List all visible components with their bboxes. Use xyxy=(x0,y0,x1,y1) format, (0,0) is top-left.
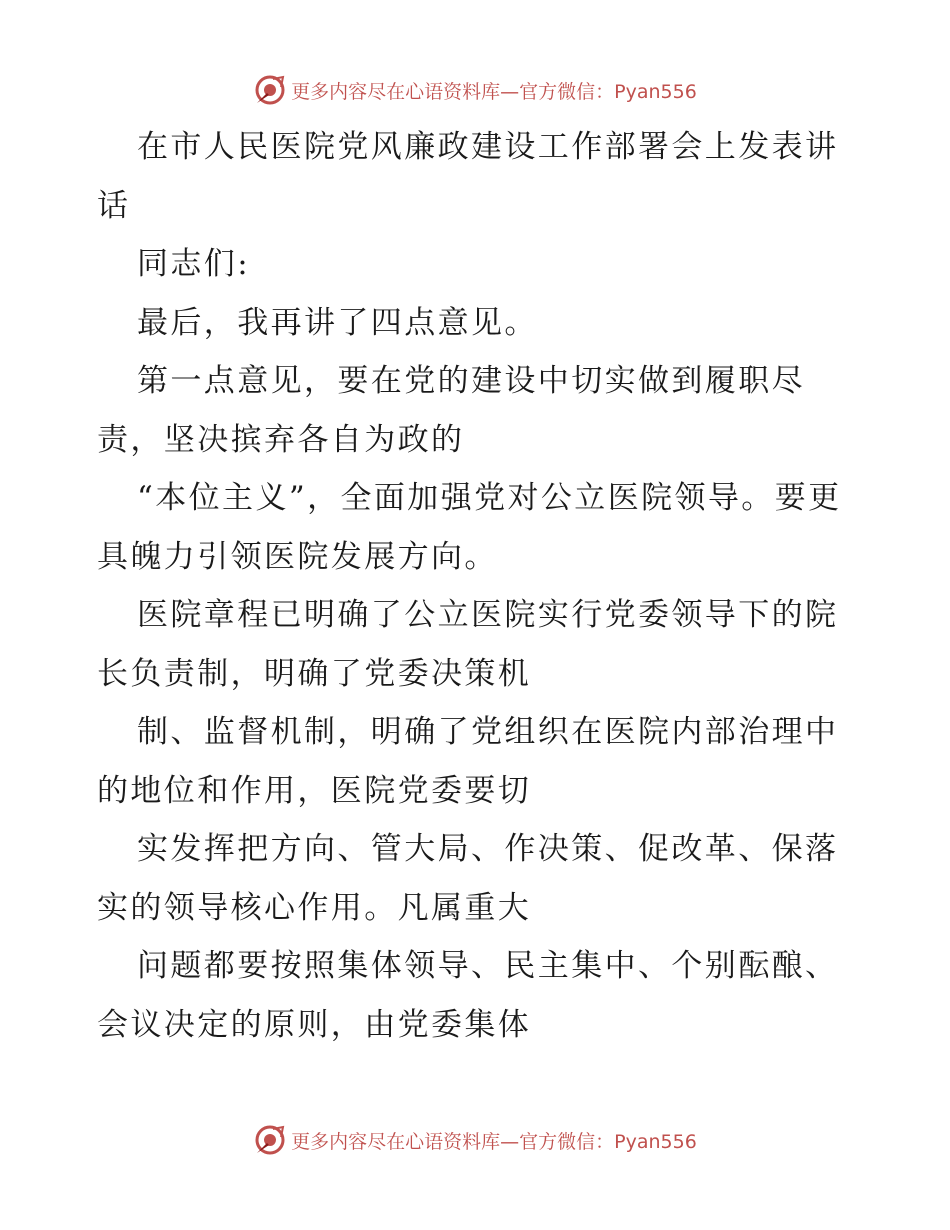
watermark-text: 更多内容尽在心语资料库—官方微信：Pyan556 xyxy=(291,80,697,103)
header-watermark xyxy=(0,70,950,110)
watermark-text: 更多内容尽在心语资料库—官方微信：Pyan556 xyxy=(291,1130,697,1153)
paragraph: 问题都要按照集体领导、民主集中、个别酝酿、会议决定的原则，由党委集体 xyxy=(97,948,839,1043)
document-body xyxy=(97,118,857,1054)
paragraph: “本位主义”，全面加强党对公立医院领导。要更具魄力引领医院发展方向。 xyxy=(97,480,842,575)
footer-watermark xyxy=(0,1120,950,1160)
paragraph: 实发挥把方向、管大局、作决策、促改革、保落实的领导核心作用。凡属重大 xyxy=(97,831,839,926)
paragraph: 最后，我再讲了四点意见。 xyxy=(137,304,538,341)
paragraph: 第一点意见，要在党的建设中切实做到履职尽责，坚决摈弃各自为政的 xyxy=(97,363,805,458)
paragraph: 制、监督机制，明确了党组织在医院内部治理中的地位和作用，医院党委要切 xyxy=(97,714,839,809)
salutation: 同志们: xyxy=(137,246,251,282)
document-title: 在市人民医院党风廉政建设工作部署会上发表讲话 xyxy=(97,129,839,224)
pen-logo-icon xyxy=(253,73,287,107)
paragraph: 医院章程已明确了公立医院实行党委领导下的院长负责制，明确了党委决策机 xyxy=(97,597,839,692)
pen-logo-icon xyxy=(253,1123,287,1157)
